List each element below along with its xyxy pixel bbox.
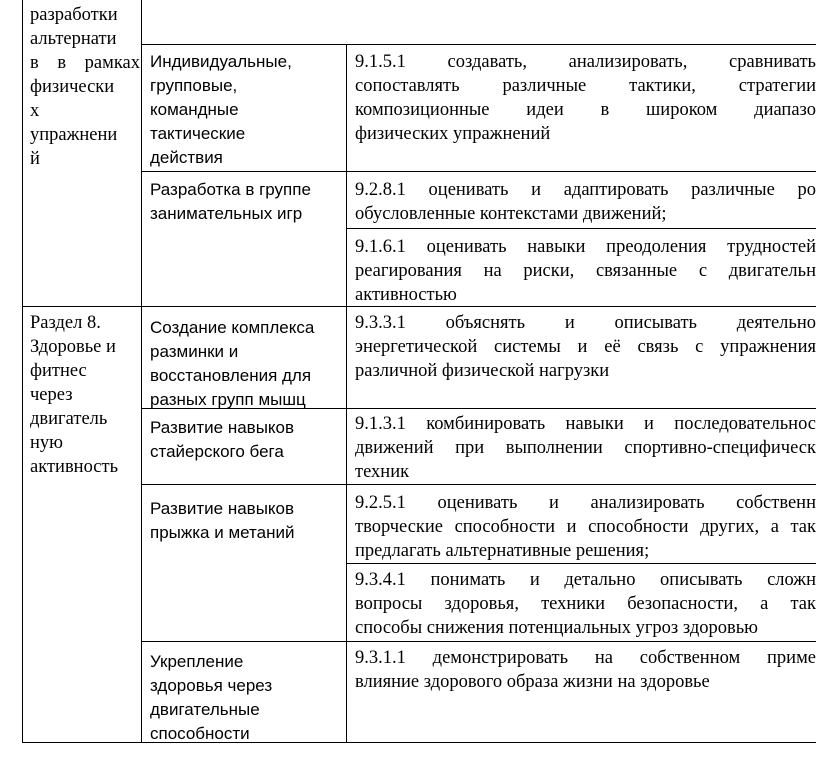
section-text-line: упражнени: [30, 125, 118, 145]
goal-text-line: 9.3.3.1 объяснять и описывать деятельно: [355, 313, 816, 333]
goal-text-line: вопросы здоровья, техники безопасности, а так: [355, 594, 816, 614]
section-text-line: фитнес: [30, 361, 87, 381]
grid-h-bottom: [22, 742, 816, 743]
section-text-line: й: [30, 149, 40, 169]
section-text-line: альтернати: [30, 29, 117, 49]
topic-text-line: разных групп мышц: [150, 390, 306, 409]
goal-text-line: влияние здорового образа жизни на здоровье: [355, 672, 710, 692]
topic-text-line: тактические: [150, 124, 246, 143]
section-text-line: активность: [30, 457, 119, 477]
grid-h-1: [141, 44, 816, 45]
topic-text-line: Индивидуальные,: [150, 52, 292, 71]
section-text-line: через: [30, 385, 73, 405]
goal-text-line: 9.3.4.1 понимать и детально описывать сложн: [355, 570, 816, 590]
goal-text-line: активностью: [355, 285, 457, 305]
section-title: Раздел 8.: [30, 313, 101, 333]
topic-text-line: Развитие навыков: [150, 499, 295, 518]
goal-text-line: энергетической системы и её связь с упражнения: [355, 337, 816, 357]
grid-v-col1: [141, 0, 142, 743]
topic-text-line: командные: [150, 100, 239, 119]
section-text-line: Здоровье и: [30, 337, 116, 357]
section-text-line: разработки: [30, 5, 118, 25]
goal-text-line: обусловленные контекстами движений;: [355, 204, 667, 224]
grid-h-2: [141, 171, 816, 172]
topic-text-line: стайерского бега: [150, 442, 284, 461]
topic-cell-warmup: [150, 316, 342, 412]
goal-text-line: 9.3.1.1 демонстрировать на собственном приме: [355, 648, 816, 668]
section-text-line: двигатель: [30, 409, 108, 429]
goal-text-line: реагирования на риски, связанные с двигательн: [355, 261, 816, 281]
section-text-line: х: [30, 101, 40, 121]
grid-h-7: [346, 563, 816, 564]
goal-text-line: 9.1.3.1 комбинировать навыки и последовательнос: [355, 414, 816, 434]
topic-cell-tactics: [150, 50, 340, 170]
grid-h-3: [346, 228, 816, 229]
goal-text-line: 9.1.6.1 оценивать навыки преодоления трудностей: [355, 237, 816, 257]
topic-cell-running: [150, 416, 340, 464]
topic-text-line: способности: [150, 724, 250, 743]
goal-text-line: движений при выполнении спортивно-специфическ: [355, 438, 816, 458]
topic-text-line: Создание комплекса: [150, 318, 315, 337]
goal-cell-9-2-5-1: [355, 491, 816, 563]
topic-text-line: действия: [150, 148, 223, 167]
section-cell-continued: [30, 3, 140, 171]
topic-text-line: двигательные: [150, 700, 260, 719]
grid-h-8: [141, 641, 816, 642]
topic-text-line: групповые,: [150, 76, 238, 95]
section-text-line: ную: [30, 433, 63, 453]
goal-text-line: способы снижения потенциальных угроз здоровью: [355, 618, 758, 638]
goal-text-line: 9.1.5.1 создавать, анализировать, сравнивать: [355, 52, 816, 72]
topic-cell-health: [150, 650, 340, 746]
goal-cell-9-2-8-1: [355, 178, 816, 226]
goal-cell-9-3-1-1: [355, 646, 816, 694]
goal-text-line: композиционные идеи в широком диапазо: [355, 100, 816, 120]
goal-text-line: различной физической нагрузки: [355, 361, 610, 381]
goal-text-line: физических упражнений: [355, 124, 551, 144]
goal-cell-9-1-5-1: [355, 50, 816, 146]
goal-text-line: творческие способности и способности других, а так: [355, 517, 816, 537]
topic-text-line: разминки и: [150, 342, 239, 361]
topic-text-line: Разработка в группе: [150, 180, 311, 199]
topic-text-line: прыжка и метаний: [150, 523, 295, 542]
goal-text-line: 9.2.8.1 оценивать и адаптировать различные ро: [355, 180, 816, 200]
goal-text-line: 9.2.5.1 оценивать и анализировать собственн: [355, 493, 816, 513]
topic-text-line: Развитие навыков: [150, 418, 295, 437]
goal-text-line: сопоставлять различные тактики, стратегии: [355, 76, 816, 96]
topic-text-line: занимательных игр: [150, 204, 303, 223]
topic-text-line: восстановления для: [150, 366, 312, 385]
goal-cell-9-3-3-1: [355, 311, 816, 383]
goal-text-line: предлагать альтернативные решения;: [355, 541, 650, 561]
topic-text-line: здоровья через: [150, 676, 273, 695]
grid-h-6: [141, 484, 816, 485]
section-text-line: в в рамках: [30, 53, 140, 73]
topic-cell-group-games: [150, 178, 340, 226]
section-cell-8: [30, 311, 138, 479]
topic-text-line: Укрепление: [150, 652, 244, 671]
grid-v-left: [22, 0, 23, 743]
goal-cell-9-1-3-1: [355, 412, 816, 484]
goal-cell-9-1-6-1: [355, 235, 816, 307]
goal-cell-9-3-4-1: [355, 568, 816, 640]
goal-text-line: техник: [355, 462, 410, 482]
grid-v-col2: [346, 44, 347, 743]
topic-cell-jumping-throwing: [150, 497, 340, 545]
section-text-line: физически: [30, 77, 115, 97]
